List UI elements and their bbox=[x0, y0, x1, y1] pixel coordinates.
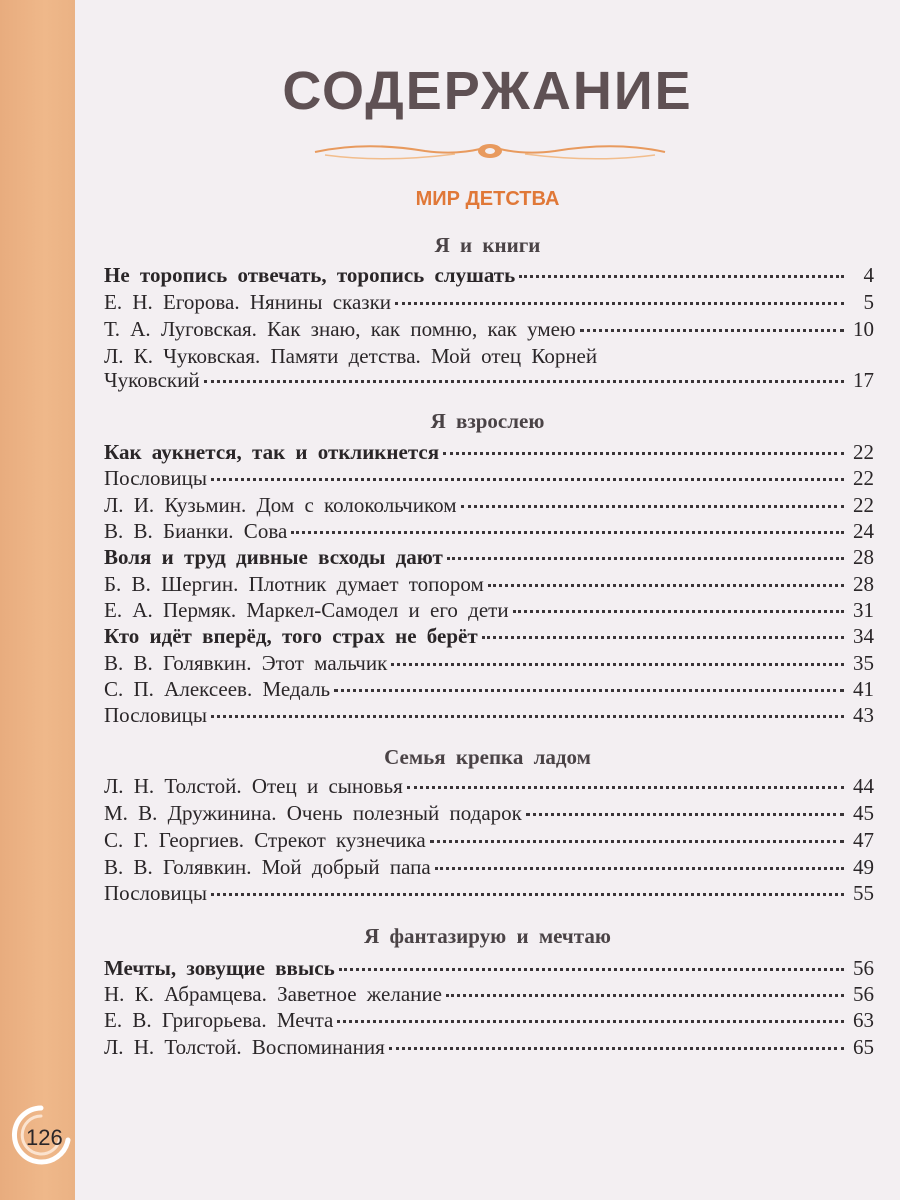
toc-entry-page: 22 bbox=[853, 466, 874, 490]
toc-entry-page: 56 bbox=[853, 956, 874, 980]
toc-entry-title: Кто идёт вперёд, того страх не берёт bbox=[104, 624, 478, 648]
subheading-semya-krepka-ladom: Семья крепка ладом bbox=[384, 745, 591, 769]
toc-entry[interactable] bbox=[104, 982, 874, 1008]
toc-entry[interactable] bbox=[104, 466, 874, 492]
toc-entry[interactable] bbox=[104, 317, 874, 343]
toc-entry-page: 49 bbox=[853, 855, 874, 879]
toc-entry[interactable] bbox=[104, 1035, 874, 1061]
toc-entry-page: 47 bbox=[853, 828, 874, 852]
toc-entry-title: Л. Н. Толстой. Отец и сыновья bbox=[104, 774, 403, 798]
toc-entry-title: С. П. Алексеев. Медаль bbox=[104, 677, 331, 701]
toc-entry-title: Л. Н. Толстой. Воспоминания bbox=[104, 1035, 385, 1059]
subheading-ya-fantaziruyu-i-mechtayu: Я фантазирую и мечтаю bbox=[364, 924, 611, 948]
dot-leader bbox=[447, 553, 844, 560]
toc-entry-page: 4 bbox=[863, 263, 874, 287]
toc-entry[interactable] bbox=[104, 519, 874, 545]
toc-entry[interactable] bbox=[104, 572, 874, 598]
toc-entry-title: Воля и труд дивные всходы дают bbox=[104, 545, 443, 569]
side-color-strip bbox=[0, 0, 75, 1200]
toc-entry-page: 28 bbox=[853, 545, 874, 569]
dot-leader bbox=[482, 632, 844, 639]
toc-entry-first-line[interactable]: Л. К. Чуковская. Памяти детства. Мой отец Корней bbox=[104, 344, 598, 368]
toc-entry-page: 43 bbox=[853, 703, 874, 727]
toc-entry-page: 17 bbox=[853, 368, 874, 392]
toc-entry-title: Пословицы bbox=[104, 881, 207, 905]
toc-entry-title: В. В. Бианки. Сова bbox=[104, 519, 288, 543]
dot-leader bbox=[580, 325, 844, 332]
dot-leader bbox=[488, 580, 844, 587]
toc-entry[interactable] bbox=[104, 368, 874, 394]
ornament-divider-icon bbox=[305, 137, 675, 167]
dot-leader bbox=[395, 298, 844, 305]
toc-entry-page: 63 bbox=[853, 1008, 874, 1032]
toc-entry-title: Н. К. Абрамцева. Заветное желание bbox=[104, 982, 442, 1006]
toc-entry[interactable] bbox=[104, 881, 874, 907]
toc-entry[interactable] bbox=[104, 440, 874, 466]
toc-entry-title: Пословицы bbox=[104, 703, 207, 727]
section-heading: МИР ДЕТСТВА bbox=[415, 188, 560, 210]
dot-leader bbox=[211, 889, 844, 896]
toc-entry[interactable] bbox=[104, 774, 874, 800]
toc-entry-title: В. В. Голявкин. Этот мальчик bbox=[104, 651, 388, 675]
toc-entry-title: Б. В. Шергин. Плотник думает топором bbox=[104, 572, 484, 596]
dot-leader bbox=[204, 376, 844, 383]
dot-leader bbox=[391, 659, 844, 666]
toc-entry[interactable] bbox=[104, 1008, 874, 1034]
toc-entry-page: 28 bbox=[853, 572, 874, 596]
dot-leader bbox=[519, 271, 844, 278]
toc-entry-title: Как аукнется, так и откликнется bbox=[104, 440, 440, 464]
dot-leader bbox=[461, 501, 845, 508]
page-title: СОДЕРЖАНИЕ bbox=[282, 61, 693, 121]
dot-leader bbox=[430, 836, 844, 843]
toc-entry-title: Т. А. Луговская. Как знаю, как помню, как умею bbox=[104, 317, 576, 341]
toc-entry-page: 65 bbox=[853, 1035, 874, 1059]
dot-leader bbox=[435, 863, 844, 870]
toc-entry-title: В. В. Голявкин. Мой добрый папа bbox=[104, 855, 431, 879]
toc-entry[interactable] bbox=[104, 828, 874, 854]
page-number: 126 bbox=[26, 1125, 63, 1150]
subheading-ya-i-knigi: Я и книги bbox=[434, 233, 541, 257]
toc-entry-page: 22 bbox=[853, 440, 874, 464]
toc-entry-title: Мечты, зовущие ввысь bbox=[104, 956, 335, 980]
dot-leader bbox=[337, 1016, 844, 1023]
dot-leader bbox=[211, 711, 844, 718]
toc-entry-page: 55 bbox=[853, 881, 874, 905]
dot-leader bbox=[339, 964, 844, 971]
toc-entry-page: 35 bbox=[853, 651, 874, 675]
toc-entry-page: 24 bbox=[853, 519, 874, 543]
toc-entry-page: 56 bbox=[853, 982, 874, 1006]
toc-entry[interactable] bbox=[104, 651, 874, 677]
dot-leader bbox=[334, 685, 844, 692]
toc-entry[interactable] bbox=[104, 624, 874, 650]
toc-entry[interactable] bbox=[104, 263, 874, 289]
dot-leader bbox=[526, 809, 844, 816]
toc-entry[interactable] bbox=[104, 703, 874, 729]
toc-entry[interactable] bbox=[104, 677, 874, 703]
dot-leader bbox=[389, 1043, 844, 1050]
toc-entry[interactable] bbox=[104, 956, 874, 982]
toc-entry-title: Е. В. Григорьева. Мечта bbox=[104, 1008, 334, 1032]
toc-entry-page: 41 bbox=[853, 677, 874, 701]
toc-entry-page: 44 bbox=[853, 774, 874, 798]
dot-leader bbox=[443, 448, 844, 455]
toc-entry-page: 10 bbox=[853, 317, 874, 341]
toc-entry-title: Чуковский bbox=[104, 368, 200, 392]
toc-entry[interactable] bbox=[104, 855, 874, 881]
toc-entry-page: 31 bbox=[853, 598, 874, 622]
subheading-ya-vzrosleyu: Я взрослею bbox=[430, 409, 545, 433]
toc-entry-title: Е. А. Пермяк. Маркел-Самодел и его дети bbox=[104, 598, 509, 622]
toc-entry-page: 5 bbox=[863, 290, 874, 314]
dot-leader bbox=[407, 782, 844, 789]
toc-entry-title: Не торопись отвечать, торопись слушать bbox=[104, 263, 516, 287]
toc-entry-title: М. В. Дружинина. Очень полезный подарок bbox=[104, 801, 522, 825]
toc-entry-title: С. Г. Георгиев. Стрекот кузнечика bbox=[104, 828, 426, 852]
toc-entry-page: 22 bbox=[853, 493, 874, 517]
toc-entry-page: 45 bbox=[853, 801, 874, 825]
dot-leader bbox=[211, 474, 844, 481]
toc-entry-title: Л. И. Кузьмин. Дом с колокольчиком bbox=[104, 493, 457, 517]
dot-leader bbox=[513, 606, 844, 613]
toc-entry-page: 34 bbox=[853, 624, 874, 648]
toc-entry[interactable] bbox=[104, 598, 874, 624]
toc-entry[interactable] bbox=[104, 290, 874, 316]
toc-entry[interactable] bbox=[104, 545, 874, 571]
toc-entry[interactable] bbox=[104, 493, 874, 519]
dot-leader bbox=[446, 990, 844, 997]
toc-entry-title: Е. Н. Егорова. Нянины сказки bbox=[104, 290, 392, 314]
dot-leader bbox=[291, 527, 844, 534]
toc-entry[interactable] bbox=[104, 801, 874, 827]
toc-entry-title: Пословицы bbox=[104, 466, 207, 490]
